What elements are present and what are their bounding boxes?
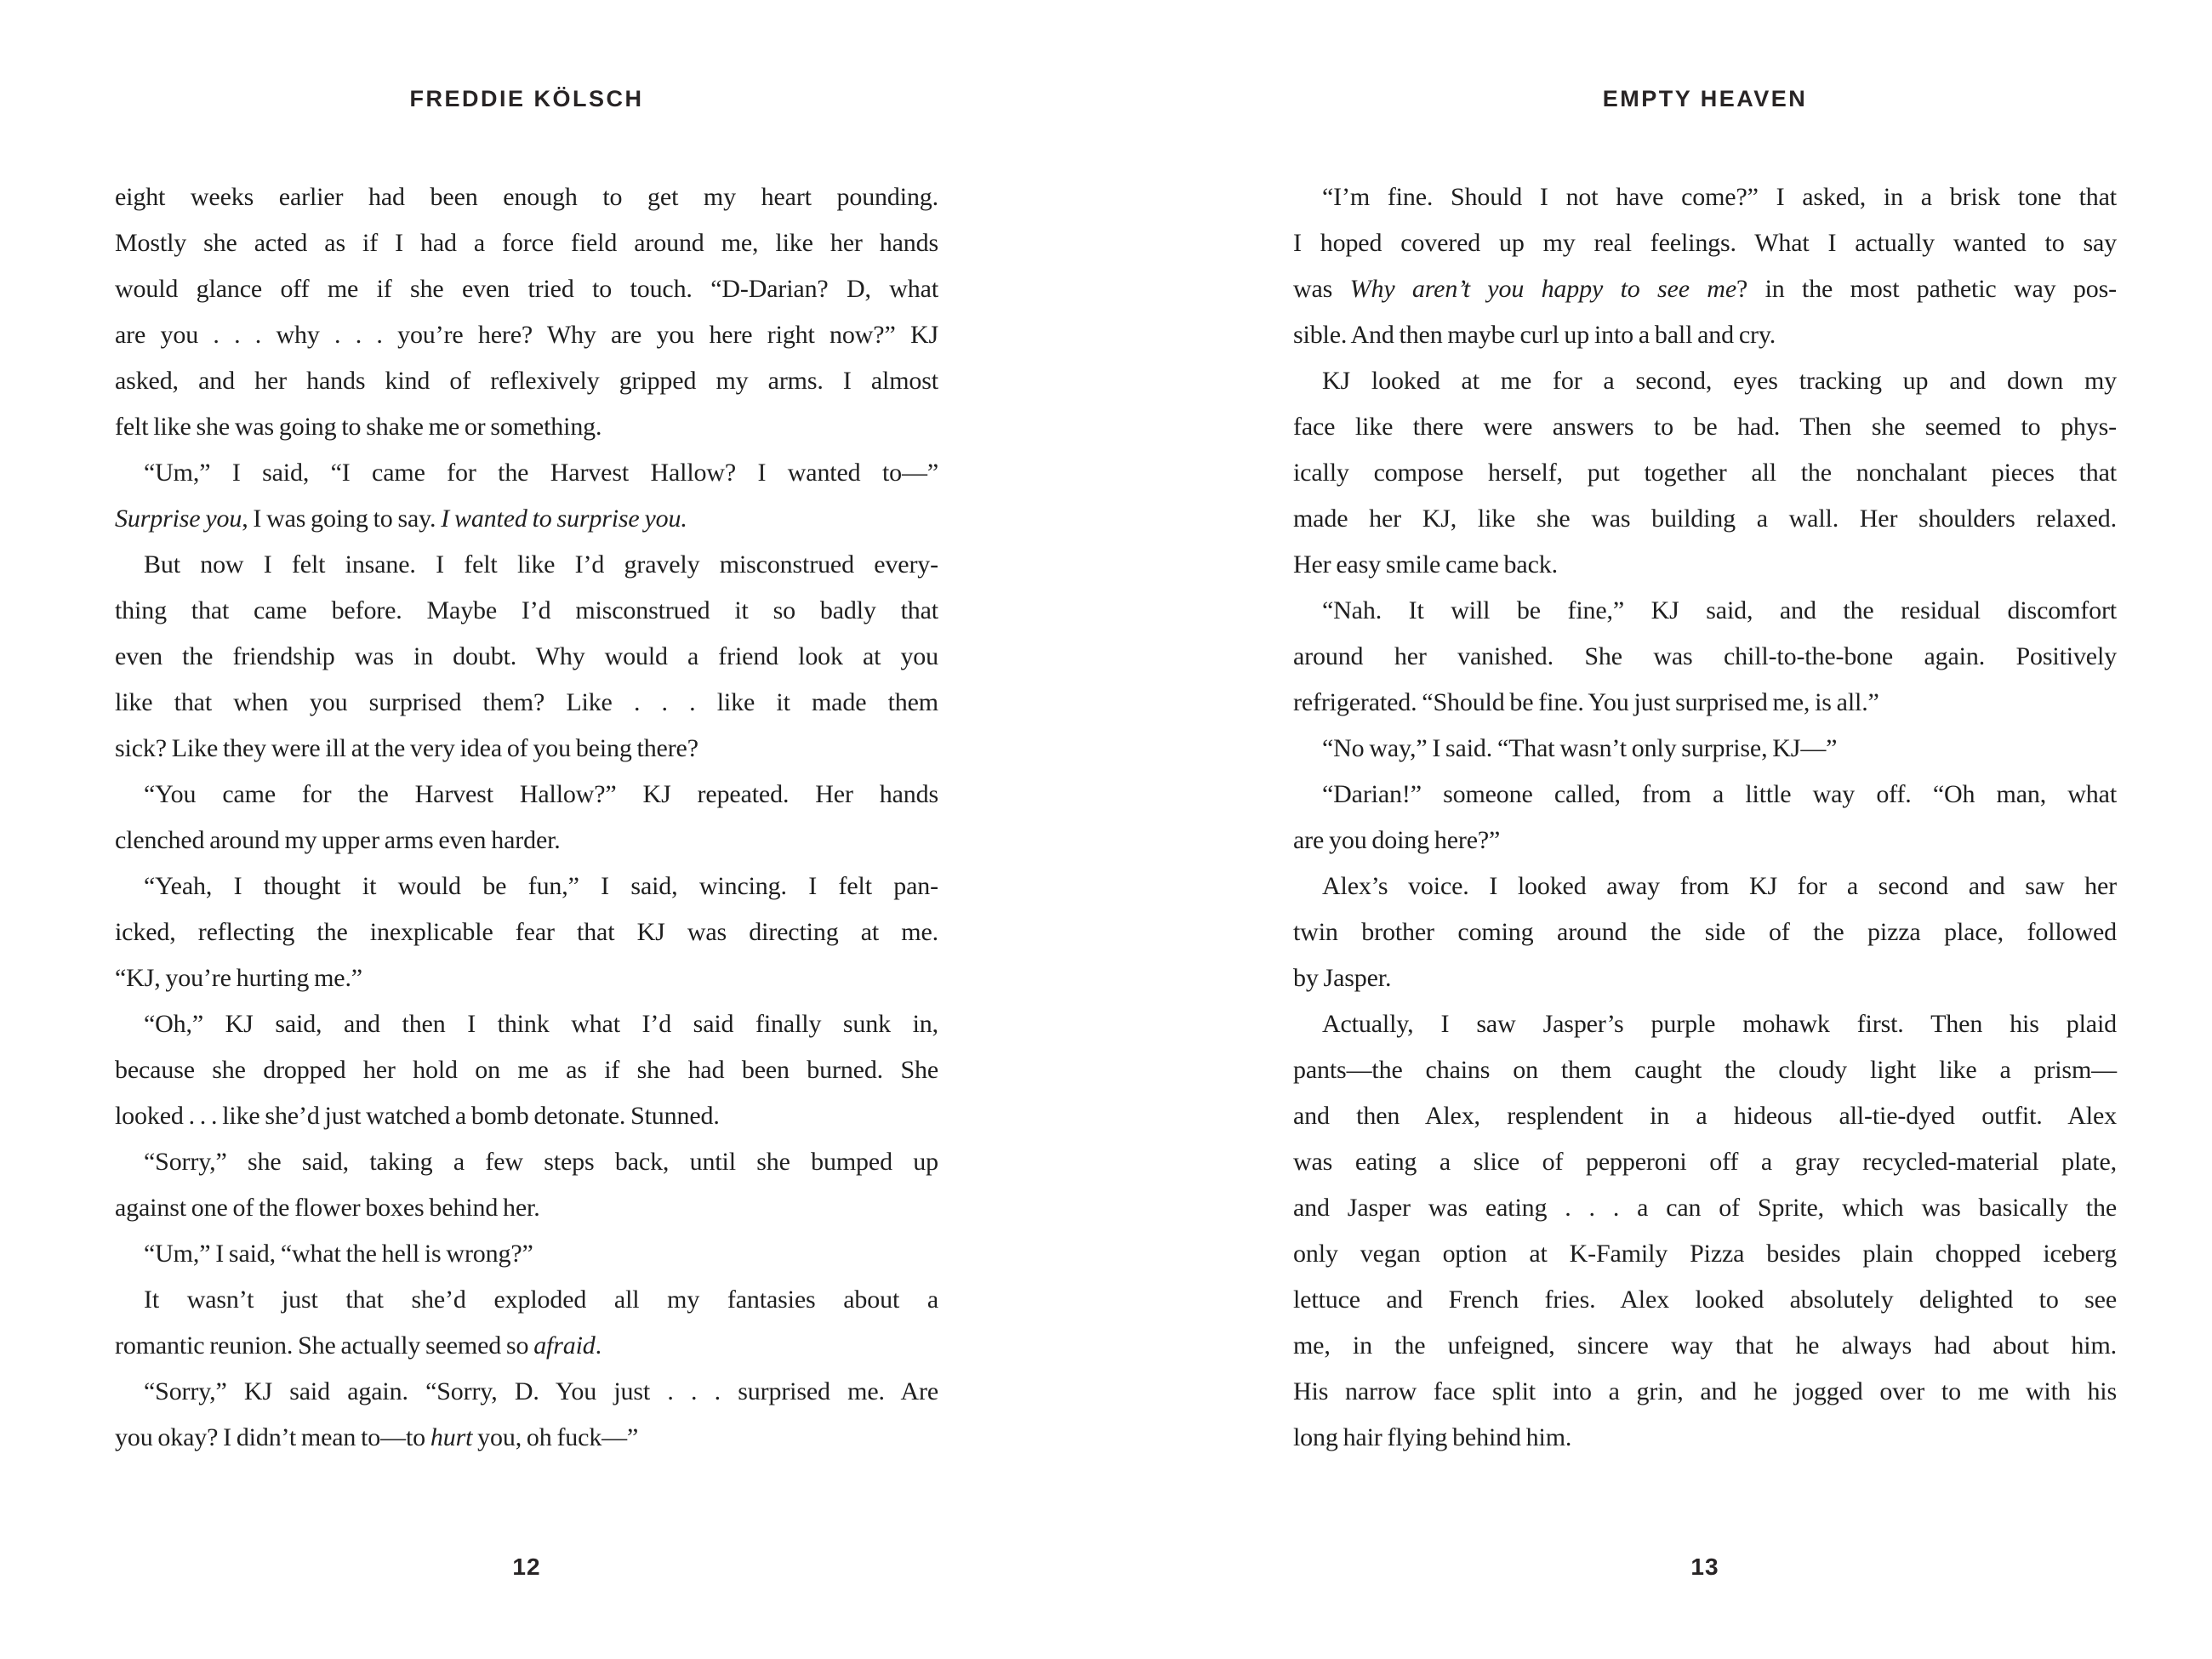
paragraph <box>115 772 938 864</box>
text-line: eight weeks earlier had been enough to get my heart pounding. <box>115 183 938 211</box>
paragraph <box>115 1139 938 1231</box>
page-number-left: 12 <box>512 1554 541 1580</box>
text-line: KJ looked at me for a second, eyes tracking up and down my <box>1322 367 2117 395</box>
page-body-right <box>1293 174 2117 1461</box>
text-line: you okay? I didn’t mean to—to hurt you, oh fuck—” <box>115 1423 639 1451</box>
text-line: around her vanished. She was chill-to-the-bone again. Positively <box>1293 642 2117 670</box>
text-line: It wasn’t just that she’d exploded all my fantasies about a <box>144 1286 938 1314</box>
text-line: because she dropped her hold on me as if she had been burned. She <box>115 1056 938 1084</box>
paragraph <box>1293 772 2117 864</box>
text-line: sick? Like they were ill at the very idea of you being there? <box>115 734 698 762</box>
page-right <box>1106 0 2212 1659</box>
text-line: me, in the unfeigned, sincere way that he always had about him. <box>1293 1331 2117 1360</box>
paragraph <box>115 174 938 450</box>
text-line: long hair flying behind him. <box>1293 1423 1572 1451</box>
text-line: Surprise you, I was going to say. I wanted to surprise you. <box>115 505 687 533</box>
text-line: would glance off me if she even tried to touch. “D-Darian? D, what <box>115 275 938 303</box>
text-line: “Yeah, I thought it would be fun,” I said, wincing. I felt pan- <box>144 872 938 900</box>
text-line: pants—the chains on them caught the cloudy light like a prism— <box>1293 1056 2117 1084</box>
text-line: looked . . . like she’d just watched a bomb detonate. Stunned. <box>115 1102 720 1130</box>
text-line: Actually, I saw Jasper’s purple mohawk first. Then his plaid <box>1322 1010 2117 1038</box>
paragraph <box>115 450 938 542</box>
text-line: But now I felt insane. I felt like I’d gravely misconstrued every- <box>144 550 938 579</box>
text-line: “Nah. It will be fine,” KJ said, and the residual discomfort <box>1322 596 2117 624</box>
text-line: are you doing here?” <box>1293 826 1501 854</box>
text-line: only vegan option at K-Family Pizza besides plain chopped iceberg <box>1293 1240 2117 1268</box>
paragraph <box>115 1001 938 1139</box>
text-line: “Darian!” someone called, from a little way off. “Oh man, what <box>1322 780 2117 808</box>
text-line: “You came for the Harvest Hallow?” KJ repeated. Her hands <box>144 780 938 808</box>
text-line: ically compose herself, put together all the nonchalant pieces that <box>1293 459 2117 487</box>
text-line: refrigerated. “Should be fine. You just surprised me, is all.” <box>1293 688 1879 716</box>
text-line: clenched around my upper arms even harder. <box>115 826 561 854</box>
paragraph <box>1293 726 2117 772</box>
paragraph <box>1293 358 2117 588</box>
text-line: and then Alex, resplendent in a hideous all-tie-dyed outfit. Alex <box>1293 1102 2117 1130</box>
text-line: and Jasper was eating . . . a can of Sprite, which was basically the <box>1293 1194 2117 1222</box>
text-line: felt like she was going to shake me or something. <box>115 413 602 441</box>
text-line: romantic reunion. She actually seemed so afraid. <box>115 1331 602 1360</box>
text-line: face like there were answers to be had. Then she seemed to phys- <box>1293 413 2117 441</box>
text-line: like that when you surprised them? Like . . . like it made them <box>115 688 938 716</box>
text-line: by Jasper. <box>1293 964 1392 992</box>
text-line: was Why aren’t you happy to see me? in the most pathetic way pos- <box>1293 275 2117 303</box>
text-line: lettuce and French fries. Alex looked absolutely delighted to see <box>1293 1286 2117 1314</box>
text-line: “Sorry,” she said, taking a few steps back, until she bumped up <box>144 1148 938 1176</box>
text-line: I hoped covered up my real feelings. What I actually wanted to say <box>1293 229 2117 257</box>
running-head-author: FREDDIE KÖLSCH <box>409 86 644 111</box>
text-line: asked, and her hands kind of reflexively gripped my arms. I almost <box>115 367 938 395</box>
text-line: even the friendship was in doubt. Why would a friend look at you <box>115 642 938 670</box>
text-line: “I’m fine. Should I not have come?” I asked, in a brisk tone that <box>1322 183 2117 211</box>
text-line: thing that came before. Maybe I’d misconstrued it so badly that <box>115 596 938 624</box>
paragraph <box>115 542 938 772</box>
text-line: Her easy smile came back. <box>1293 550 1558 579</box>
page-number-right: 13 <box>1690 1554 1719 1580</box>
text-line: against one of the flower boxes behind her. <box>115 1194 540 1222</box>
text-line: icked, reflecting the inexplicable fear that KJ was directing at me. <box>115 918 938 946</box>
text-line: was eating a slice of pepperoni off a gray recycled-material plate, <box>1293 1148 2117 1176</box>
text-line: sible. And then maybe curl up into a ball and cry. <box>1293 321 1776 349</box>
paragraph <box>115 864 938 1001</box>
paragraph <box>1293 864 2117 1001</box>
text-line: “Um,” I said, “what the hell is wrong?” <box>144 1240 533 1268</box>
page-body-left <box>115 174 938 1461</box>
text-line: “Sorry,” KJ said again. “Sorry, D. You just . . . surprised me. Are <box>144 1377 938 1405</box>
text-line: His narrow face split into a grin, and he jogged over to me with his <box>1293 1377 2117 1405</box>
text-line: twin brother coming around the side of the pizza place, followed <box>1293 918 2117 946</box>
text-line: Alex’s voice. I looked away from KJ for a second and saw her <box>1322 872 2117 900</box>
text-line: “Oh,” KJ said, and then I think what I’d said finally sunk in, <box>144 1010 938 1038</box>
text-line: are you . . . why . . . you’re here? Why are you here right now?” KJ <box>115 321 938 349</box>
text-line: “No way,” I said. “That wasn’t only surprise, KJ—” <box>1322 734 1838 762</box>
running-head-title: EMPTY HEAVEN <box>1602 86 1808 111</box>
text-line: “KJ, you’re hurting me.” <box>115 964 362 992</box>
paragraph <box>1293 1001 2117 1461</box>
paragraph <box>115 1231 938 1277</box>
text-line: made her KJ, like she was building a wall. Her shoulders relaxed. <box>1293 505 2117 533</box>
text-line: “Um,” I said, “I came for the Harvest Hallow? I wanted to—” <box>144 459 938 487</box>
paragraph <box>1293 174 2117 358</box>
text-line: Mostly she acted as if I had a force field around me, like her hands <box>115 229 938 257</box>
paragraph <box>115 1369 938 1461</box>
paragraph <box>1293 588 2117 726</box>
paragraph <box>115 1277 938 1369</box>
